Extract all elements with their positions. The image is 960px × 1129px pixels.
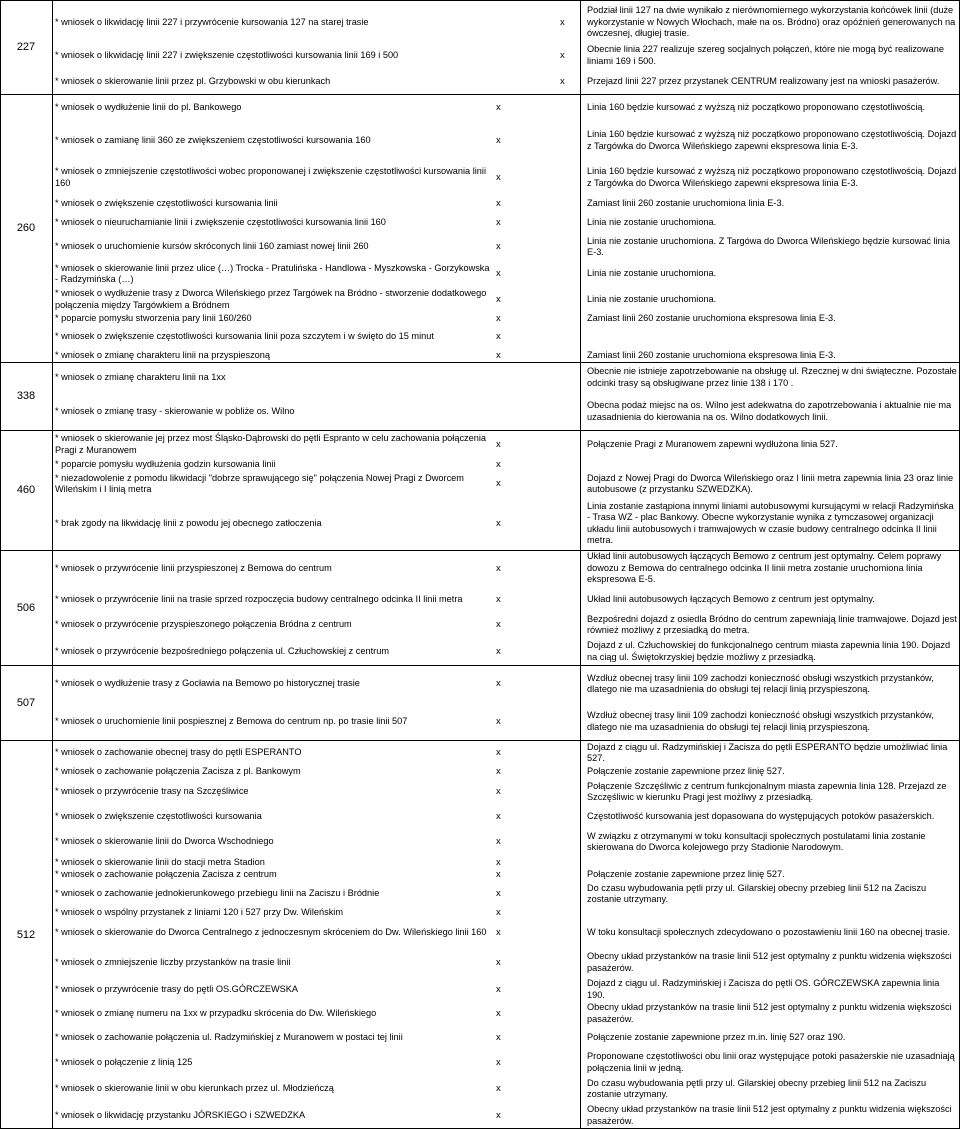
request-text: * wniosek o skierowanie linii przez ulice (…) Trocka - Pratulińska - Handlowa - Myszkowska - Gorzykowska - Radzymińska (…)	[55, 262, 490, 284]
rejected-mark: x	[496, 869, 501, 880]
request-text: * wniosek o skierowanie do Dworca Centralnego z jednoczesnym skróceniem do Dw. Wileńskiego linii 160	[55, 926, 487, 937]
response-text: Obecny układ przystanków na trasie linii 512 jest optymalny z punktu widzenia większości pasażerów.	[587, 1104, 952, 1126]
request-text: * wniosek o przywrócenie linii na trasie sprzed rozpoczęcia budowy centralnego odcinka II linii metra	[55, 593, 463, 604]
route-number: 507	[16, 696, 36, 709]
response-text: Linia nie zostanie uruchomiona.	[587, 268, 717, 279]
request-text: * poparcie pomysłu stworzenia pary linii 160/260	[55, 312, 252, 323]
route-number: 227	[16, 41, 36, 53]
rejected-mark: x	[496, 1032, 501, 1043]
rejected-mark: x	[496, 810, 501, 822]
request-text: * wniosek o zwiększenie częstotliwości kursowania	[55, 810, 262, 821]
rejected-mark: x	[496, 983, 501, 995]
column-divider	[580, 0, 581, 1129]
rejected-mark: x	[496, 241, 501, 252]
response-text: Linia 160 będzie kursować z wyższą niż początkowo proponowano częstotliwością. Dojazd z Targówka do Dworca Wileńskiego zapewni ekspresowa linia E-3.	[587, 166, 957, 188]
response-text: Dojazd z ul. Człuchowskiej do funkcjonalnego centrum miasta zapewnia linia 190. Dojazd na ciąg ul. Świętokrzyskiej będzie możliwy z przesiadką.	[587, 640, 951, 662]
response-text: Dojazd z ciągu ul. Radzymińskiej i Zacisza do pętli ESPERANTO będzie umożliwiać linia 527.	[587, 741, 948, 763]
request-text: * wniosek o zachowanie połączenia Zacisza z pl. Bankowym	[55, 766, 301, 777]
response-text: Do czasu wybudowania pętli przy ul. Gilarskiej obecny przebieg linii 512 na Zaciszu zostanie utrzymany.	[587, 1077, 927, 1099]
request-text: * wniosek o wydłużenie linii do pl. Bankowego	[55, 102, 242, 113]
request-text: * poparcie pomysłu wydłużenia godzin kursowania linii	[55, 459, 276, 470]
request-text: * wniosek o zmniejszenie częstotliwości wobec proponowanej i zwiększenie częstotliwości kursowania linii 160	[55, 166, 486, 188]
response-text: Linia nie zostanie uruchomiona.	[587, 293, 717, 304]
request-text: * wniosek o połączenie z linią 125	[55, 1056, 193, 1067]
rejected-mark: x	[496, 1007, 501, 1019]
response-text: Zamiast linii 260 zostanie uruchomiona ekspresowa linia E-3.	[587, 312, 836, 323]
response-text: Dojazd z ciągu ul. Radzymińskiej i Zacisza do pętli OS. GÓRCZEWSKA zapewnia linia 190.	[587, 978, 940, 1000]
request-text: * wniosek o wspólny przystanek z liniami 120 i 527 przy Dw. Wileńskim	[55, 907, 343, 918]
rejected-mark: x	[496, 268, 501, 279]
response-text: Wzdłuż obecnej trasy linii 109 zachodzi konieczność obsługi wszystkich przystanków, dlatego nie ma uzasadnienia do obsługi tej relacji linią przyspieszoną.	[587, 710, 934, 732]
request-text: * wniosek o zachowanie obecnej trasy do pętli ESPERANTO	[55, 747, 302, 758]
column-divider	[52, 0, 53, 1129]
request-text: * wniosek o uruchomienie linii pospiesznej z Bemowa do centrum np. po trasie linii 507	[55, 715, 408, 726]
response-text: Połączenie zostanie zapewnione przez m.in. linię 527 oraz 190.	[587, 1032, 846, 1043]
route-number: 260	[16, 222, 36, 234]
response-text: Podział linii 127 na dwie wynikało z nierównomiernego wykorzystania końcówek linii (duże wykorzystanie w Nowych Włochach, małe na os. Bródno) oraz opóźnień generowanych na ówczesnej, długiej trasie.	[587, 5, 956, 39]
response-text: Do czasu wybudowania pętli przy ul. Gilarskiej obecny przebieg linii 512 na Zaciszu zostanie utrzymany.	[587, 882, 927, 904]
response-text: Linia nie zostanie uruchomiona. Z Targówa do Dworca Wileńskiego będzie kursować linia E-3.	[587, 235, 950, 257]
response-text: Połączenie Szczęśliwic z centrum funkcjonalnym miasta zapewnia linia 128. Przejazd ze Szczęśliwic w kierunku Pragi jest możliwy z przesiadką.	[587, 780, 947, 802]
request-text: * wniosek o przywrócenie trasy na Szczęśliwice	[55, 786, 249, 797]
request-text: * wniosek o wydłużenie trasy z Dworca Wileńskiego przez Targówek na Bródno - stworzenie dodatkowego połączenia między Targówkiem a Bródnem	[55, 288, 487, 310]
rejected-mark: x	[496, 766, 501, 777]
rejected-mark: x	[496, 102, 501, 113]
rejected-mark: x	[496, 926, 501, 938]
response-text: Linia 160 będzie kursować z wyższą niż początkowo proponowano częstotliwością.	[587, 102, 926, 113]
response-text	[587, 857, 957, 869]
row-divider	[0, 0, 960, 1]
response-text: Połączenie zostanie zapewnione przez linię 527.	[587, 766, 785, 777]
response-text: Układ linii autobusowych łączących Bemowo z centrum jest optymalny. Celem poprawy dowozu z Bemowa do centralnego odcinka II linii metra zostanie uruchomiona linia ekspresowa E-5.	[587, 551, 942, 585]
response-text: Bezpośredni dojazd z osiedla Bródno do centrum zapewniają linie tramwajowe. Dojazd jest również możliwy z przesiadką do metra.	[587, 613, 957, 635]
response-text: Proponowane częstotliwości obu linii oraz występujące potoki pasażerskie nie uzasadniają połączenia linii w jedną.	[587, 1051, 955, 1073]
rejected-mark: x	[496, 171, 501, 183]
response-text: Układ linii autobusowych łączących Bemowo z centrum jest optymalny.	[587, 593, 875, 604]
rejected-mark: x	[496, 1056, 501, 1068]
response-text	[587, 325, 957, 349]
rejected-mark: x	[496, 888, 501, 899]
route-number: 512	[16, 928, 36, 941]
request-text: * wniosek o zachowanie połączenia Zacisza z centrum	[55, 869, 277, 880]
rejected-mark: x	[496, 678, 501, 689]
rejected-mark: x	[496, 438, 501, 450]
rejected-mark: x	[496, 198, 501, 209]
response-text: Obecny układ przystanków na trasie linii 512 jest optymalny z punktu widzenia większości pasażerów.	[587, 1002, 952, 1024]
request-text: * wniosek o skierowanie linii do stacji metra Stadion	[55, 857, 265, 868]
rejected-mark: x	[496, 715, 501, 727]
response-text: Obecna podaż miejsc na os. Wilno jest adekwatna do zapotrzebowania i aktualnie nie ma uzasadnienia do kierowania na os. Wilno dodatkowych linii.	[587, 400, 952, 422]
response-text: Linia zostanie zastąpiona innymi liniami autobusowymi kursującymi w relacji Radzymińska - Trasa WZ - plac Bankowy. Obecne wykorzystanie wynika z tymczasowej organizacji układu linii autobusowych i tramwajowych w czasie budowy centralnego odcinka II linii metra.	[587, 500, 954, 545]
rejected-mark: x	[496, 459, 501, 470]
rejected-mark: x	[496, 907, 501, 918]
column-divider	[0, 0, 1, 1129]
response-text: W toku konsultacji społecznych zdecydowano o pozostawieniu linii 160 na obecnej trasie.	[587, 926, 951, 937]
request-text: * wniosek o zmniejszenie liczby przystanków na trasie linii	[55, 956, 291, 967]
response-text	[587, 459, 957, 471]
rejected-mark: x	[496, 836, 501, 847]
response-text: Zamiast linii 260 zostanie uruchomiona linia E-3.	[587, 198, 785, 209]
rejected-mark: x	[496, 593, 501, 605]
response-text: Zamiast linii 260 zostanie uruchomiona ekspresowa linia E-3.	[587, 349, 836, 360]
rejected-mark: x	[496, 1083, 501, 1094]
request-text: * wniosek o skierowanie linii do Dworca Wschodniego	[55, 836, 274, 847]
route-number: 338	[16, 390, 36, 402]
rejected-mark: x	[560, 76, 565, 87]
request-text: * wniosek o likwidację linii 227 i zwiększenie częstotliwości kursowania linii 169 i 500	[55, 49, 399, 60]
request-text: * wniosek o zwiększenie częstotliwości kursowania linii	[55, 198, 278, 209]
rejected-mark: x	[496, 478, 501, 489]
response-text: Połączenie Pragi z Muranowem zapewni wydłużona linia 527.	[587, 438, 838, 449]
response-text: Dojazd z Nowej Pragi do Dworca Wileńskiego oraz I linii metra zapewnia linia 23 oraz linie autobusowe (z przystanku SZWEDZKA).	[587, 472, 954, 494]
response-text: Częstotliwość kursowania jest dopasowana do występujących potoków pasażerskich.	[587, 810, 935, 821]
request-text: * wniosek o nieuruchamianie linii i zwiększenie częstotliwości kursowania linii 160	[55, 216, 386, 227]
request-text: * wniosek o zwiększenie częstotliwości kursowania linii poza szczytem i w święto do 15 minut	[55, 331, 434, 342]
request-text: * wniosek o zmianę charakteru linii na 1xx	[55, 371, 226, 382]
response-text: W związku z otrzymanymi w toku konsultacji społecznych postulatami linia zostanie skierowana do Dworca kolejowego przy Stadionie Narodowym.	[587, 830, 926, 852]
rejected-mark: x	[560, 49, 565, 61]
rejected-mark: x	[496, 312, 501, 324]
rejected-mark: x	[496, 956, 501, 968]
request-text: * wniosek o przywrócenie przyspieszonego połączenia Bródna z centrum	[55, 619, 352, 630]
rejected-mark: x	[496, 517, 501, 529]
request-text: * wniosek o wydłużenie trasy z Gocławia na Bemowo po historycznej trasie	[55, 678, 360, 689]
request-text: * wniosek o uruchomienie kursów skróconych linii 160 zamiast nowej linii 260	[55, 241, 369, 252]
route-number: 506	[16, 601, 36, 614]
request-text: * wniosek o przywrócenie bezpośredniego połączenia ul. Człuchowskiej z centrum	[55, 645, 389, 656]
request-text: * wniosek o zmianę charakteru linii na przyspieszoną	[55, 349, 270, 360]
rejected-mark: x	[496, 331, 501, 342]
request-text: * wniosek o zmianę numeru na 1xx w przypadku skrócenia do Dw. Wileńskiego	[55, 1007, 377, 1018]
request-text: * wniosek o skierowanie linii przez pl. Grzybowski w obu kierunkach	[55, 76, 331, 87]
rejected-mark: x	[496, 619, 501, 630]
request-text: * wniosek o zachowanie jednokierunkowego przebiegu linii na Zaciszu i Bródnie	[55, 888, 380, 899]
rejected-mark: x	[496, 134, 501, 146]
rejected-mark: x	[496, 1109, 501, 1121]
request-text: * wniosek o skierowanie jej przez most Śląsko-Dąbrowski do pętli Espranto w celu zachowania połączenia Pragi z Muranowem	[55, 433, 487, 455]
rejected-mark: x	[496, 349, 501, 361]
rejected-mark: x	[496, 857, 501, 868]
request-text: * niezadowolenie z pomodu likwidacji "dobrze sprawującego się" połączenia Nowej Pragi z Dworcem Wileńskim i I linią metra	[55, 472, 464, 494]
rejected-mark: x	[496, 562, 501, 574]
response-text: Obecnie linia 227 realizuje szereg socjalnych połączeń, które nie mogą być realizowane liniami 169 i 500.	[587, 44, 944, 66]
response-text: Obecny układ przystanków na trasie linii 512 jest optymalny z punktu widzenia większości pasażerów.	[587, 951, 952, 973]
request-text: * wniosek o skierowanie linii w obu kierunkach przez ul. Młodzieńczą	[55, 1083, 334, 1094]
rejected-mark: x	[560, 16, 565, 28]
rejected-mark: x	[496, 747, 501, 758]
request-text: * wniosek o zmianę trasy - skierowanie w pobliże os. Wilno	[55, 405, 295, 416]
response-text	[587, 907, 957, 919]
rejected-mark: x	[496, 293, 501, 305]
route-number: 460	[16, 484, 36, 496]
rejected-mark: x	[496, 786, 501, 797]
response-text: Linia 160 będzie kursować z wyższą niż początkowo proponowano częstotliwością. Dojazd z Targówka do Dworca Wileńskiego zapewni ekspresowa linia E-3.	[587, 129, 957, 151]
rejected-mark: x	[496, 216, 501, 228]
request-text: * wniosek o przywrócenie linii przyspieszonej z Bemowa do centrum	[55, 562, 332, 573]
response-text: Połączenie zostanie zapewnione przez linię 527.	[587, 869, 785, 880]
request-text: * wniosek o zamianę linii 360 ze zwiększeniem częstotliwości kursowania 160	[55, 134, 371, 145]
request-text: * wniosek o przywrócenie trasy do pętli OS.GÓRCZEWSKA	[55, 983, 299, 994]
request-text: * wniosek o zachowanie połączenia ul. Radzymińskiej z Muranowem w postaci tej linii	[55, 1032, 403, 1043]
response-text: Obecnie nie istnieje zapotrzebowanie na obsługę ul. Rzecznej w dni świąteczne. Pozostałe odcinki trasy są obsługiwane przez linie 138 i 170 .	[587, 366, 957, 388]
response-text: Wzdłuż obecnej trasy linii 109 zachodzi konieczność obsługi wszystkich przystanków, dlatego nie ma uzasadnienia do obsługi tej relacji linią przyspieszoną.	[587, 672, 934, 694]
request-text: * brak zgody na likwidację linii z powodu jej obecnego zatłoczenia	[55, 517, 322, 528]
request-text: * wniosek o likwidację linii 227 i przywrócenie kursowania 127 na starej trasie	[55, 16, 369, 27]
response-text: Linia nie zostanie uruchomiona.	[587, 216, 717, 227]
request-text: * wniosek o likwidację przystanku JÓRSKIEGO i SZWEDZKA	[55, 1109, 306, 1120]
response-text: Przejazd linii 227 przez przystanek CENTRUM realizowany jest na wnioski pasażerów.	[587, 76, 940, 87]
rejected-mark: x	[496, 645, 501, 657]
